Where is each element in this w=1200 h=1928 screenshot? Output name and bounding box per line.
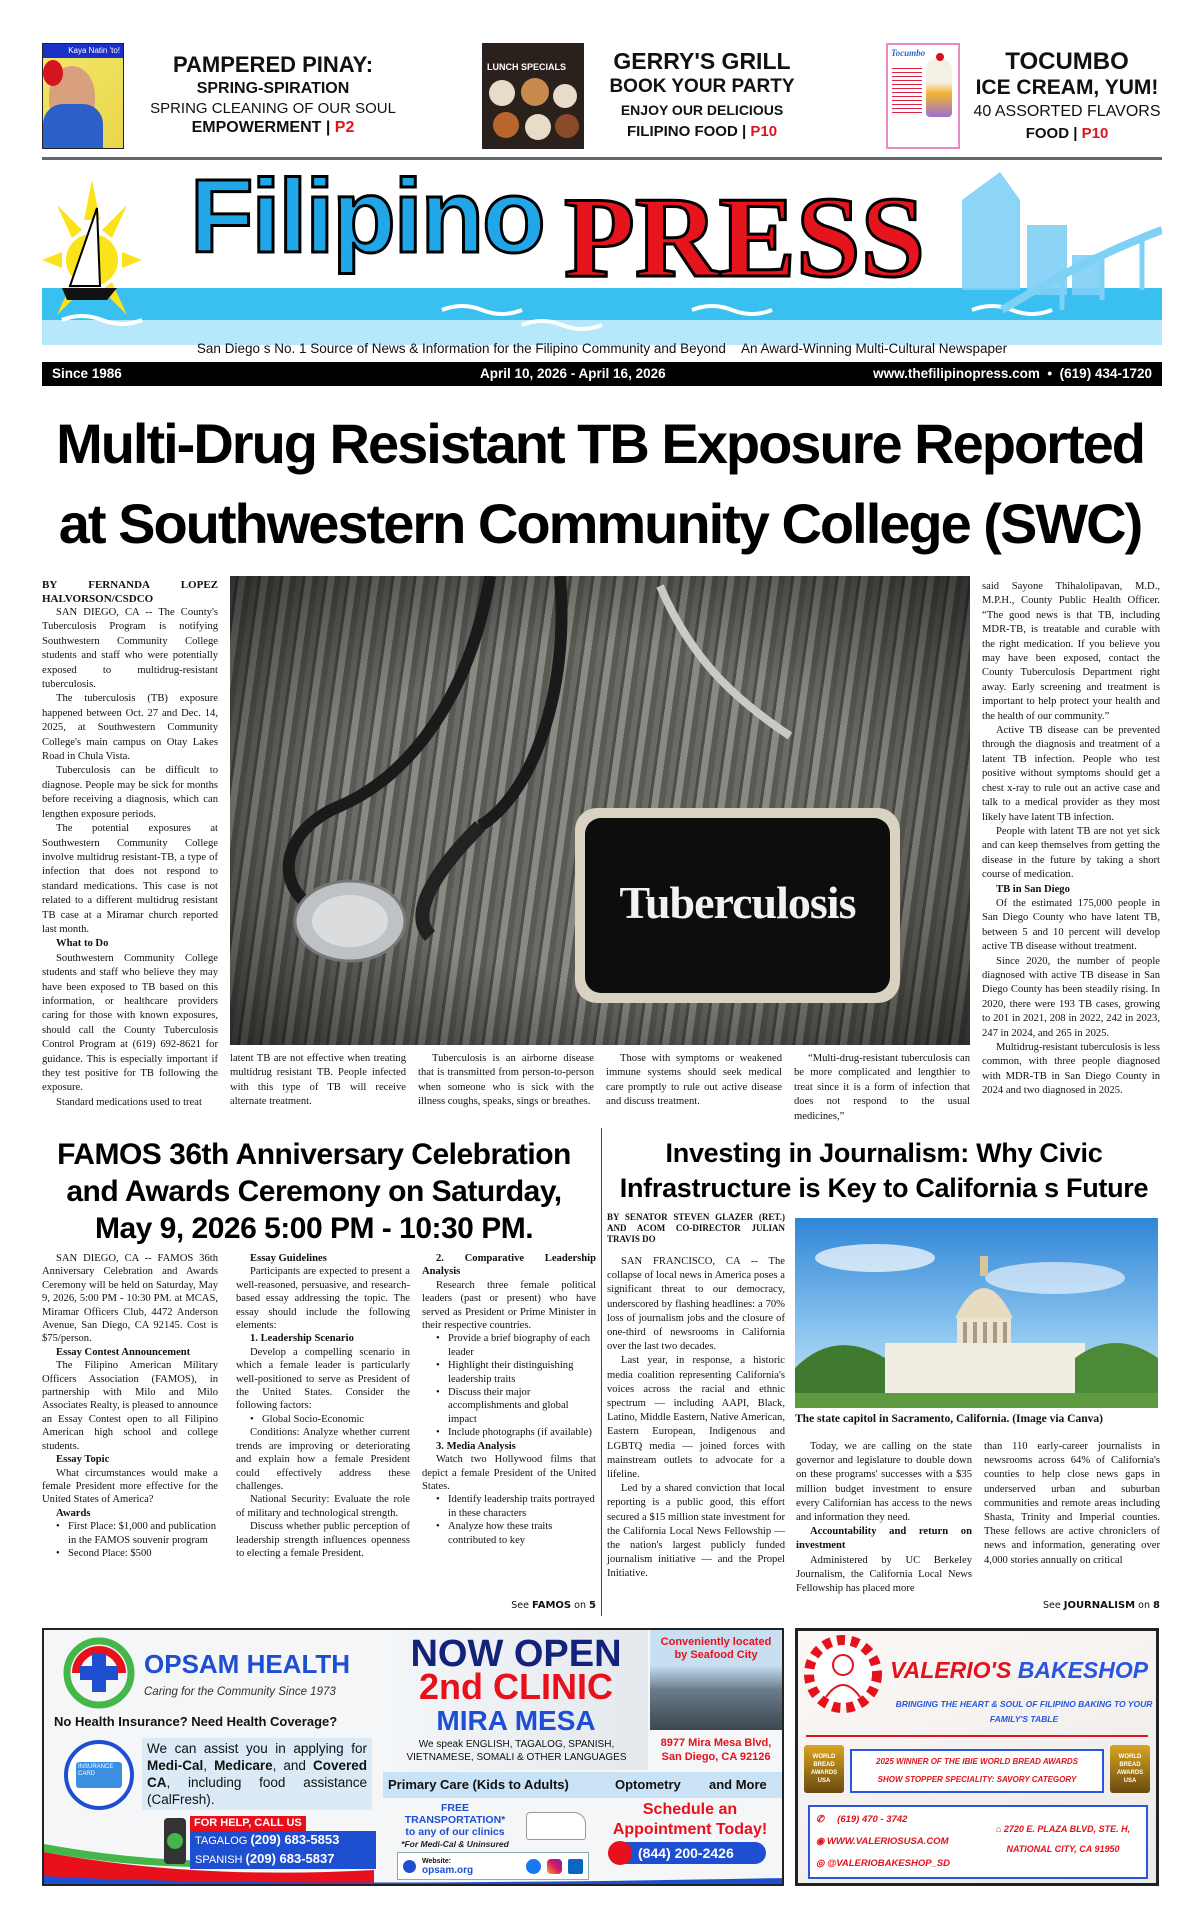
headline-line: Multi-Drug Resistant TB Exposure Reported [56, 412, 1144, 475]
image-caption: Tocumbo [891, 48, 926, 58]
valerio-tagline: BRINGING THE HEART & SOUL OF FILIPINO BAKING TO YOUR FAMILY'S TABLE [895, 1699, 1153, 1724]
website-link[interactable]: www.thefilipinopress.com [873, 366, 1040, 381]
phone-icon: ✆ [816, 1814, 824, 1825]
phone-number: (619) 434-1720 [1059, 366, 1152, 381]
paragraph: The potential exposures at Southwestern Community College involve multidrug resistant-TB, a type of infection that does not respond to standard medications. This case is not related to a different multidrug resistant TB case at a Miramar church reported last month. [42, 823, 218, 935]
paragraph: Participants are expected to present a well-reasoned, persuasive, and research-based essay addressing the topic. The essay should include the following elements: [236, 1266, 410, 1332]
ad-line: BOOK YOUR PARTY [609, 76, 795, 98]
masthead-tagline [42, 341, 1162, 356]
address: ⌂ 2720 E. PLAZA BLVD, STE. H, NATIONAL CITY, CA 91950 [995, 1824, 1131, 1854]
paragraph: Since 2020, the number of people diagnosed with active TB disease in San Diego County has been steadily rising. In 2020, there were 193 TB cases, growing to 201 in 2021, 208 in 2022, 242 in 2023, 247 in 2024, and 265 in 2025. [982, 955, 1160, 1039]
bullet-item: • Provide a brief biography of each leader [422, 1332, 596, 1359]
location: MIRA MESA [436, 1705, 596, 1736]
skyline-icon [962, 172, 1102, 295]
headline-line: and Awards Ceremony on Saturday, [66, 1175, 562, 1208]
website-label: Website: [422, 1857, 452, 1865]
jump-keyword: JOURNALISM [1063, 1600, 1136, 1611]
famos-col-3 [422, 1252, 596, 1547]
coverage-question: No Health Insurance? Need Health Coverage? [54, 1714, 338, 1729]
jump-keyword: FAMOS [532, 1600, 572, 1611]
headline-line: FAMOS 36th Anniversary Celebration [57, 1138, 571, 1171]
capitol-photo [795, 1218, 1158, 1408]
paragraph: National Security: Evaluate the role of military and technological strength. [236, 1494, 410, 1519]
globe-icon: ◉ [816, 1836, 825, 1847]
instagram-icon[interactable] [547, 1859, 562, 1874]
tagalog-line[interactable]: TAGALOG (209) 683-5853 [195, 1832, 340, 1847]
paragraph: SAN DIEGO, CA -- FAMOS 36th Anniversary Celebration and Awards Ceremony will be held on Saturday, May 9, 2026, 5:00 PM - 10:30 PM. at MCAS, Miramar Officers Club, 4472 Anderson Avenue, San Diego, CA 92145. Cost is $75/person. [42, 1253, 218, 1345]
subheading: 1. Leadership Scenario [250, 1333, 354, 1345]
lead-under-col-4 [794, 1052, 970, 1124]
page-ref: P2 [334, 118, 355, 136]
bullet-item: • Discuss their major accomplishments and global impact [422, 1386, 596, 1426]
tocumbo-image [886, 43, 960, 149]
paragraph: Southwestern Community College students and staff who believe they may have been exposed to TB based on this information, or healthcare providers caring for those with known exposures, should call the County Tuberculosis Control Program at (619) 692-8621 for guidance. This is especially important if they test positive for TB following the exposure. [42, 952, 218, 1094]
instagram-line[interactable]: ◎ @VALERIOBAKESHOP_SD [816, 1858, 951, 1869]
headline-line: May 9, 2026 5:00 PM - 10:30 PM. [94, 1212, 534, 1245]
logo-press: PRESS [564, 174, 926, 302]
valerio-logo-icon [804, 1635, 882, 1713]
lead-under-col-3 [606, 1052, 782, 1110]
journalism-col-1 [607, 1212, 785, 1582]
gerrys-grill-image [482, 43, 584, 149]
paragraph: Those with symptoms or weakened immune systems should seek medical care promptly to rule out active disease and discuss treatment. [606, 1053, 782, 1108]
paragraph: Conditions: Analyze whether current trends are improving or deteriorating and explain how a female President could effectively address these challenges. [236, 1427, 410, 1492]
schedule-cta: Schedule an Appointment Today! [612, 1801, 768, 1838]
subheading: Awards [56, 1507, 91, 1519]
byline: BY FERNANDA LOPEZ HALVORSON/CSDCO [42, 579, 218, 605]
phone-number: (844) 200-2426 [638, 1845, 734, 1861]
famos-col-1 [42, 1252, 218, 1560]
paragraph: The Filipino American Military Officers Association (FAMOS), in partnership with Milo and Milo Associates Realty, is pleased to announce an Essay Contest open to all Filipino American high school and college students. [42, 1360, 218, 1452]
tagline-left: San Diego s No. 1 Source of News & Information for the Filipino Community and Beyond [196, 341, 726, 356]
bullet-item: • Identify leadership traits portrayed in these characters [422, 1493, 596, 1520]
lead-headline[interactable] [30, 404, 1170, 564]
bullet-item: • Second Place: $500 [42, 1547, 218, 1560]
conveniently-located: Conveniently located by Seafood City [660, 1636, 772, 1661]
opsam-brand: OPSAM HEALTH [144, 1649, 351, 1679]
paragraph: Administered by UC Berkeley Journalism, the California Local News Fellowship has placed more [796, 1554, 972, 1595]
brand-blue: BAKESHOP [1017, 1657, 1149, 1683]
headline-line: Investing in Journalism: Why Civic [665, 1138, 1103, 1168]
facebook-icon[interactable] [526, 1859, 541, 1874]
page-ref: P10 [750, 122, 778, 140]
masthead[interactable] [42, 160, 1162, 345]
ad-line: FOOD [1025, 125, 1070, 143]
paragraph: Multidrug-resistant tuberculosis is less common, with three people diagnosed with MDR-TB in San Diego County in 2024 and two diagnosed in 2025. [982, 1042, 1160, 1097]
paragraph: People with latent TB are not yet sick and can keep themselves from getting the disease in the future by taking a short course of medication. [982, 825, 1160, 881]
brand-red: VALERIO'S [890, 1657, 1012, 1683]
paragraph: Active TB disease can be prevented through the diagnosis and treatment of a latent TB infection. People who test positive without symptoms should get a chest x-ray to rule out an active case and talk to a medical provider as they most likely have latent TB infection. [982, 725, 1160, 823]
van-icon [526, 1812, 586, 1840]
bullet-item: • Highlight their distinguishing leadership traits [422, 1359, 596, 1386]
subheading: What to Do [56, 938, 109, 950]
website-line[interactable]: ◉ WWW.VALERIOSUSA.COM [816, 1836, 949, 1847]
second-clinic: 2nd CLINIC [419, 1666, 613, 1707]
jump-page: 5 [589, 1600, 596, 1611]
award-badge-left: WORLD BREAD AWARDS USA [804, 1745, 844, 1793]
lead-col-1 [42, 578, 218, 1110]
opsam-health-ad[interactable] [42, 1628, 784, 1886]
opsam-slogan: Caring for the Community Since 1973 [144, 1686, 336, 1698]
valerios-bakeshop-ad[interactable] [795, 1628, 1159, 1886]
paragraph: Develop a compelling scenario in which a female leader is particularly well-positioned to serve as President of the United States. Consider the following factors: [236, 1346, 410, 1412]
byline: BY SENATOR STEVEN GLAZER (RET.) AND ACOM CO-DIRECTOR JULIAN TRAVIS DO [607, 1212, 785, 1244]
help-label: FOR HELP, CALL US [190, 1816, 306, 1831]
bullet-item: • Analyze how these traits contributed to key [422, 1520, 596, 1547]
page-ref: P10 [1081, 125, 1109, 143]
image-caption: LUNCH SPECIALS [487, 62, 567, 72]
tagline-right: An Award-Winning Multi-Cultural Newspaper [740, 341, 1008, 356]
journalism-col-2 [796, 1440, 972, 1596]
paragraph: SAN FRANCISCO, CA -- The collapse of local news in America poses a significant threat to our democracy, underscored by flashing headlines: a 70% loss of journalism jobs and the closure of one-third of newsrooms in California over the last two decades. [607, 1256, 785, 1353]
top-ad-pampered-pinay[interactable]: Kaya Natin 'to! PAMPERED PINAY: SPRING-SPIRATION SPRING CLEANING OF OUR SOUL EMPOWERMENT | P2 [42, 43, 422, 149]
photo-caption: The state capitol in Sacramento, California. (Image via Canva) [795, 1413, 1103, 1425]
info-bar [42, 362, 1162, 386]
paragraph: Tuberculosis can be difficult to diagnose. People may be sick for months before receiving a diagnosis, which can lengthen exposure periods. [42, 765, 218, 820]
journalism-col-3 [984, 1440, 1160, 1568]
paragraph: than 110 early-career journalists in newsrooms across 64% of California's counties to help close news gaps in underserved urban and suburban communities and remote areas including Shasta, Trinity and Imperial counties. These fellows are active chroniclers of news and information, generating over 4,000 stories annually on critical [984, 1441, 1160, 1566]
service-item: and More [709, 1777, 767, 1792]
lead-col-right [982, 580, 1160, 1099]
paragraph: latent TB are not effective when treating multidrug resistant TB. People infected with this type of TB will receive alternate treatment. [230, 1053, 406, 1108]
now-open: NOW OPEN [410, 1633, 622, 1675]
opsam-logo-icon [62, 1636, 136, 1710]
paragraph: Standard medications used to treat [56, 1096, 202, 1108]
website-box[interactable] [397, 1852, 589, 1880]
bullet-item: • Global Socio-Economic [236, 1413, 410, 1426]
contact-box [808, 1805, 1148, 1879]
photo-sign-text: Tuberculosis [619, 877, 856, 928]
separator: • [1047, 366, 1053, 381]
top-ad-tocumbo[interactable]: Tocumbo TOCUMBO ICE CREAM, YUM! 40 ASSORTED FLAVORS FOOD | P10 [886, 43, 1174, 149]
paragraph: said Sayone Thihalolipavan, M.D., M.P.H., County Public Health Officer. “The good news is that TB, including MDR-TB, is treatable and curable with the right medication. If you believe you may have been exposed, contact the County Tuberculosis Department right away. Early screening and treatment is important to help protect your health and the health of our community.” [982, 581, 1160, 722]
award-category: SHOW STOPPER SPECIALITY: SAVORY CATEGORY [877, 1775, 1077, 1784]
jump-on: on [574, 1600, 586, 1611]
subheading: 3. Media Analysis [436, 1440, 516, 1452]
lead-under-col-2 [418, 1052, 594, 1110]
issue-dates: April 10, 2026 - April 16, 2026 [480, 366, 666, 381]
famos-jump-link[interactable] [420, 1600, 596, 1611]
ad-line: SPRING CLEANING OF OUR SOUL [150, 99, 396, 117]
phone-icon [608, 1841, 632, 1865]
since-label: Since 1986 [52, 366, 122, 381]
award-text: 2025 WINNER OF THE IBIE WORLD BREAD AWARDS [876, 1757, 1078, 1766]
ad-line: 40 ASSORTED FLAVORS [973, 103, 1161, 121]
image-caption: Kaya Natin 'to! [43, 44, 123, 58]
paragraph: Watch two Hollywood films that depict a female President of the United States. [422, 1454, 596, 1492]
instagram-icon: ◎ [816, 1858, 825, 1869]
paragraph: Discuss whether public perception of leadership strength influences openness to electing a female President. [236, 1521, 410, 1559]
headline-line: Infrastructure is Key to California s Future [619, 1173, 1149, 1203]
ad-line: SPRING-SPIRATION [196, 80, 350, 98]
bullet-item: • Include photographs (if available) [422, 1426, 596, 1439]
languages: We speak ENGLISH, TAGALOG, SPANISH, VIETNAMESE, SOMALI & OTHER LANGUAGES [406, 1739, 627, 1763]
appointment-phone[interactable] [610, 1842, 766, 1864]
ad-headline: PAMPERED PINAY: [172, 52, 374, 77]
phone-icon [164, 1818, 186, 1864]
service-item: Primary Care (Kids to Adults) [388, 1777, 569, 1792]
divider [806, 1735, 1148, 1737]
spanish-line[interactable]: SPANISH (209) 683-5837 [195, 1851, 335, 1866]
website-link[interactable]: opsam.org [422, 1864, 474, 1876]
headline-line: at Southwestern Community College (SWC) [58, 492, 1142, 555]
phone-line[interactable]: ✆ (619) 470 - 3742 [816, 1814, 908, 1825]
ad-line: FILIPINO FOOD [626, 122, 738, 140]
famos-col-2 [236, 1252, 410, 1560]
paragraph: Last year, in response, a historic media coalition representing California's voices across the racial and ethnic spectrum — including AAPI, Black, Latino, Middle Eastern, Native American, Eastern European, Indigenous and LGBTQ media — joined forces with mainstream outlets to advocate for a lifeline. [607, 1355, 785, 1481]
ad-line: EMPOWERMENT [191, 118, 322, 136]
paragraph: Research three female political leaders (past or present) who have served as President or Prime Minister in their respective countries. [422, 1279, 596, 1332]
famos-headline[interactable] [36, 1136, 592, 1247]
subheading: TB in San Diego [996, 883, 1070, 895]
logo-filipino: Filipino [190, 159, 544, 275]
paragraph: Tuberculosis is an airborne disease that is transmitted from person-to-person when someone who is sick with the illness coughs, speaks, sings or breathes. [418, 1053, 594, 1108]
subheading: Essay Guidelines [250, 1253, 327, 1264]
paragraph: “Multi-drug-resistant tuberculosis can be more complicated and lengthier to treat since it is a form of infection that does not respond to the usual medicines,” [794, 1053, 970, 1122]
jump-on: on [1138, 1600, 1150, 1611]
free-transport: FREE TRANSPORTATION* to any of our clinics *For Medi-Cal & Uninsured [401, 1802, 509, 1849]
subheading: Essay Topic [56, 1454, 110, 1466]
services-bar [383, 1772, 782, 1798]
lead-under-col-1 [230, 1052, 406, 1110]
ad-line: ICE CREAM, YUM! [975, 76, 1159, 100]
journalism-headline[interactable] [606, 1136, 1162, 1206]
subheading: Accountability and return on investment [796, 1526, 972, 1552]
paragraph: What circumstances would make a female President more effective for the United States of America? [42, 1467, 218, 1506]
home-icon: ⌂ [995, 1824, 1002, 1834]
jump-see: See [511, 1600, 530, 1611]
ad-headline: TOCUMBO [1005, 48, 1129, 75]
top-ad-gerrys-grill[interactable]: LUNCH SPECIALS GERRY'S GRILL BOOK YOUR PARTY ENJOY OUR DELICIOUS FILIPINO FOOD | P10 [482, 43, 818, 149]
paragraph: Of the estimated 175,000 people in San Diego County who have latent TB, between 5 and 10 percent will develop active TB disease without treatment. [982, 897, 1160, 953]
column-divider [601, 1128, 602, 1616]
paragraph: The tuberculosis (TB) exposure happened between Oct. 27 and Dec. 14, 2025, at Southwestern Community College's main campus on Otay Lakes Road in Chula Vista. [42, 693, 218, 763]
bullet-item: • First Place: $1,000 and publication in the FAMOS souvenir program [42, 1520, 218, 1547]
award-box [850, 1749, 1104, 1793]
service-item: Optometry [615, 1777, 681, 1792]
jump-see: See [1042, 1600, 1061, 1611]
award-badge-right: WORLD BREAD AWARDS USA [1110, 1745, 1150, 1793]
assist-text: We can assist you in applying for Medi-Cal, Medicare, and Covered CA, including food assistance (CalFresh). [142, 1738, 372, 1810]
subheading: Essay Contest Announcement [56, 1346, 191, 1358]
paragraph: Today, we are calling on the state governor and legislature to double down on these programs' successes with a $35 million budget investment to ensure every Californian has access to the news and information they need. [796, 1441, 972, 1524]
card-label: INSURANCE CARD [76, 1762, 122, 1788]
clinic-address: 8977 Mira Mesa Blvd, San Diego, CA 92126 [660, 1737, 772, 1763]
journalism-jump-link[interactable] [984, 1600, 1160, 1611]
pampered-pinay-image [42, 43, 124, 149]
jump-page: 8 [1153, 1600, 1160, 1611]
paragraph: Led by a shared conviction that local reporting is a public good, this effort secured a $15 million state investment for the California Local News Fellowship — the nation's largest publicly funded journalism initiative — and the Propel Initiative. [607, 1483, 785, 1580]
insurance-card-icon [64, 1740, 134, 1810]
paragraph: SAN DIEGO, CA -- The County's Tuberculosis Program is notifying Southwestern Community College students and staff who were potentially exposed to multidrug-resistant tuberculosis. [42, 607, 218, 691]
subheading: 2. Comparative Leadership Analysis [422, 1253, 596, 1278]
ad-line: ENJOY OUR DELICIOUS [620, 102, 784, 119]
globe-icon [403, 1860, 416, 1873]
linkedin-icon[interactable] [568, 1859, 583, 1874]
ad-headline: GERRY'S GRILL [613, 48, 791, 74]
lead-photo-tuberculosis [230, 576, 970, 1045]
clinic-photo [650, 1630, 782, 1730]
